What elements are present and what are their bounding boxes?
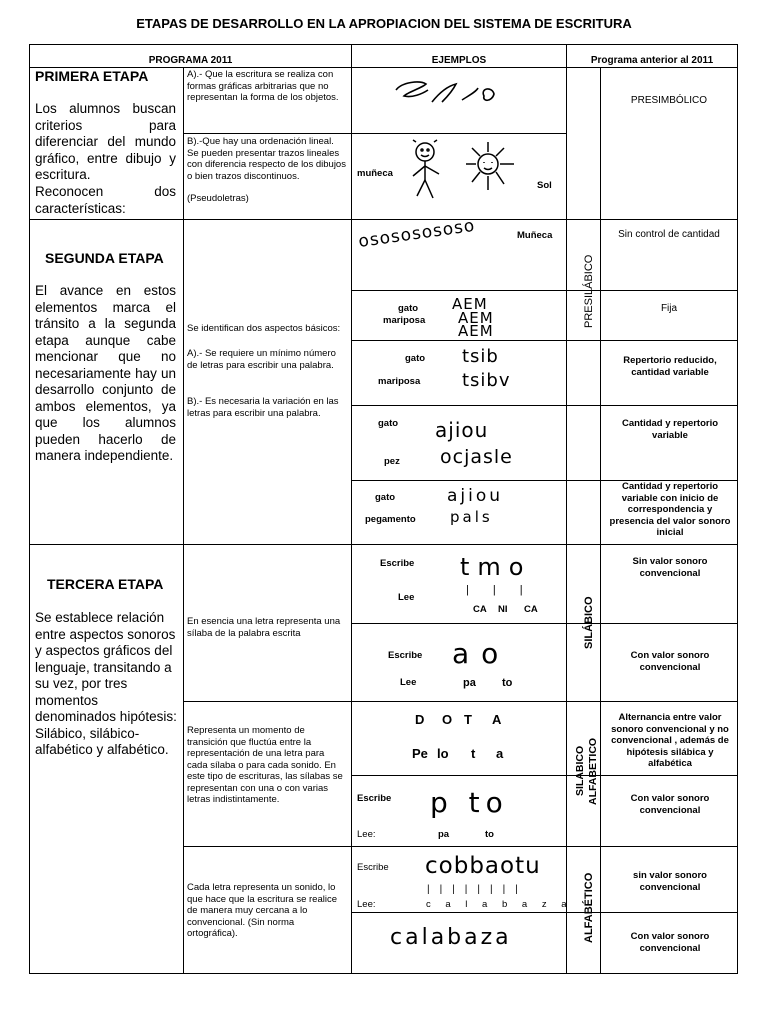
stage2-prev4: Cantidad y repertorio variable [621,418,719,441]
vertical-alfabetico: ALFABÉTICO [583,872,595,944]
stage3-ex2-read-2: to [502,677,513,689]
stage3-prev6: Con valor sonoro convencional [630,931,710,954]
stage2-ex4-writing2: ocjasle [440,446,513,468]
stage1-desc-b: B).-Que hay una ordenación lineal. Se pueden presentar trazos lineales con diferencia respecto de los dibujos o bien trazos discontinuos. [187,136,346,182]
stage3-ex5-read: c a l a b a z a [426,899,573,910]
stage1-text2: Reconocen dos características: [35,184,176,216]
vertical-silabico: SILÁBICO [583,596,595,650]
stage3-desc2: Representa un momento de transición que fluctúa entre la representación de una letra para cada sílaba o para cada sonido. En este tipo de escrituras, las sílabas se representan con una o con varias letras indistintamente. [187,725,343,805]
stage1-label-sol: Sol [537,180,552,191]
stage3-ex3-letter-4: A [492,712,502,727]
stage3-ex3-syll-4: a [496,746,504,761]
stage3-ex4-lee: Lee: [357,829,376,840]
stage2-ex2-writing2: AEM [458,309,494,327]
stage3-ex3-letter-1: D [415,712,425,727]
stage3-ex2-lee: Lee [400,677,417,688]
stage2-ex4-label1: gato [378,418,399,429]
stage2-desc1: Se identifican dos aspectos básicos: [187,323,341,334]
stage3-ex5-ticks: |||||||| [427,884,528,895]
stage3-ex1-read-2: NI [498,604,508,615]
stage3-prev5: sin valor sonoro convencional [633,870,707,893]
stage2-prev5: Cantidad y repertorio variable con inicio de correspondencia y presencia del valor sonoro inicial [609,481,731,538]
vertical-silabico-alfabetico-2: ALFABETICO [587,737,599,805]
stage2-ex3-label2: mariposa [378,376,421,387]
stage3-ex5-lee: Lee: [357,899,376,910]
page-title: ETAPAS DE DESARROLLO EN LA APROPIACION DEL SISTEMA DE ESCRITURA [136,16,632,31]
stage2-ex2-writing1: AEM [452,295,488,313]
stage2-ex2-label1: gato [398,303,419,314]
stage2-ex5-writing1: ajiou [447,486,504,506]
stage3-ex3-letter-2: O [442,712,453,727]
stage2-prev3: Repertorio reducido, cantidad variable [623,355,717,378]
stage2-title: SEGUNDA ETAPA [45,250,164,266]
stage1-prev-presimbolico: PRESIMBÓLICO [630,95,708,106]
header-anterior: Programa anterior al 2011 [590,55,714,66]
stage2-ex4-label2: pez [384,456,400,467]
stage3-ex6-writing: calabaza [390,925,512,950]
stage1-text: Los alumnos buscan criterios para diferenciar del mundo gráfico, entre dibujo y escritura. [35,101,176,182]
header-ejemplos: EJEMPLOS [431,55,487,66]
stage3-ex4-escribe: Escribe [357,793,392,804]
stage3-ex3-syll-3: t [471,746,476,761]
stage2-prev1: Sin control de cantidad [618,229,720,240]
stage2-prev2: Fija [660,303,678,314]
stage3-title: TERCERA ETAPA [47,576,164,592]
stage1-desc-a: A).- Que la escritura se realiza con formas gráficas arbitrarias que no representan la forma de los objetos. [187,69,339,103]
vertical-presilabico: PRESILÁBICO [583,254,595,328]
stage2-ex4-writing1: ajiou [435,418,489,442]
stage3-ex1-lee: Lee [398,592,415,603]
stage1-label-muneca: muñeca [357,168,393,179]
stage2-ex3-writing1: tsib [462,346,499,367]
doll-drawing [405,140,455,202]
stage3-prev2: Con valor sonoro convencional [630,650,710,673]
stage3-ex1-escribe: Escribe [380,558,415,569]
stage3-ex2-escribe: Escribe [388,650,423,661]
stage2-ex1-label: Muñeca [517,230,553,241]
stage3-ex1-read-3: CA [524,604,538,615]
stage2-ex5-label1: gato [375,492,396,503]
sun-drawing [462,140,518,198]
stage3-prev4: Con valor sonoro convencional [630,793,710,816]
stage3-ex1-writing: tmo [460,553,532,581]
stage3-ex3-syll-1: Pe [412,746,428,761]
stage3-ex3-syll-2: lo [437,746,449,761]
stage2-text: El avance en estos elementos marca el tránsito a la segunda etapa aunque cabe mencionar que no necesariamente hay un desarrollo conjunto de ambos elementos, ya que los alumnos pueden hacerlo de manera independiente. [35,283,176,463]
scribble-drawing [392,78,502,114]
stage2-ex5-label2: pegamento [365,514,416,525]
stage3-prev3: Alternancia entre valor sonoro convencional y no convencional , además de hipótesis silábica y alfabética [611,712,729,769]
stage1-desc-b2: (Pseudoletras) [187,193,249,204]
stage2-ex1-writing: osososososo [357,215,477,252]
stage3-ex1-read-1: CA [473,604,487,615]
stage3-ex5-writing: cobbaotu [425,853,541,879]
stage3-text: Se establece relación entre aspectos sonoros y aspectos gráficos del lenguaje, transitando a su vez, por tres momentos denominados hipótesis: Silábico, silábico-alfabético y alfabético. [35,610,177,757]
stage3-ex5-escribe: Escribe [357,862,389,873]
stage2-ex3-writing2: tsibv [462,370,511,391]
stage2-desc3: B).- Es necesaria la variación en las letras para escribir una palabra. [187,396,339,419]
stage3-ex1-ticks: ||| [466,584,547,596]
stage2-ex2-label2: mariposa [383,315,426,326]
stage3-ex3-letter-3: T [464,712,472,727]
stage2-ex3-label1: gato [405,353,426,364]
stage3-desc1: En esencia una letra representa una sílaba de la palabra escrita [187,616,341,639]
header-programa: PROGRAMA 2011 [148,55,233,66]
stage2-ex2-writing3: AEM [458,322,494,340]
stage2-desc2: A).- Se requiere un mínimo número de letras para escribir una palabra. [187,348,336,371]
stage1-title: PRIMERA ETAPA [35,68,149,84]
stage3-ex2-read-1: pa [463,677,476,689]
stage3-prev1: Sin valor sonoro convencional [632,556,708,579]
stage3-ex4-read-1: pa [438,829,450,840]
stage3-ex4-writing: p to [430,786,509,819]
stage3-desc3: Cada letra representa un sonido, lo que hace que la escritura se realice de manera muy cercana a lo convencional. (Sin norma ortográfica). [187,882,337,939]
stage3-ex2-writing: ao [452,637,511,670]
stage2-ex5-writing2: pals [450,508,493,526]
vertical-silabico-alfabetico-1: SILABICO [574,745,586,797]
stage3-ex4-read-2: to [485,829,494,840]
